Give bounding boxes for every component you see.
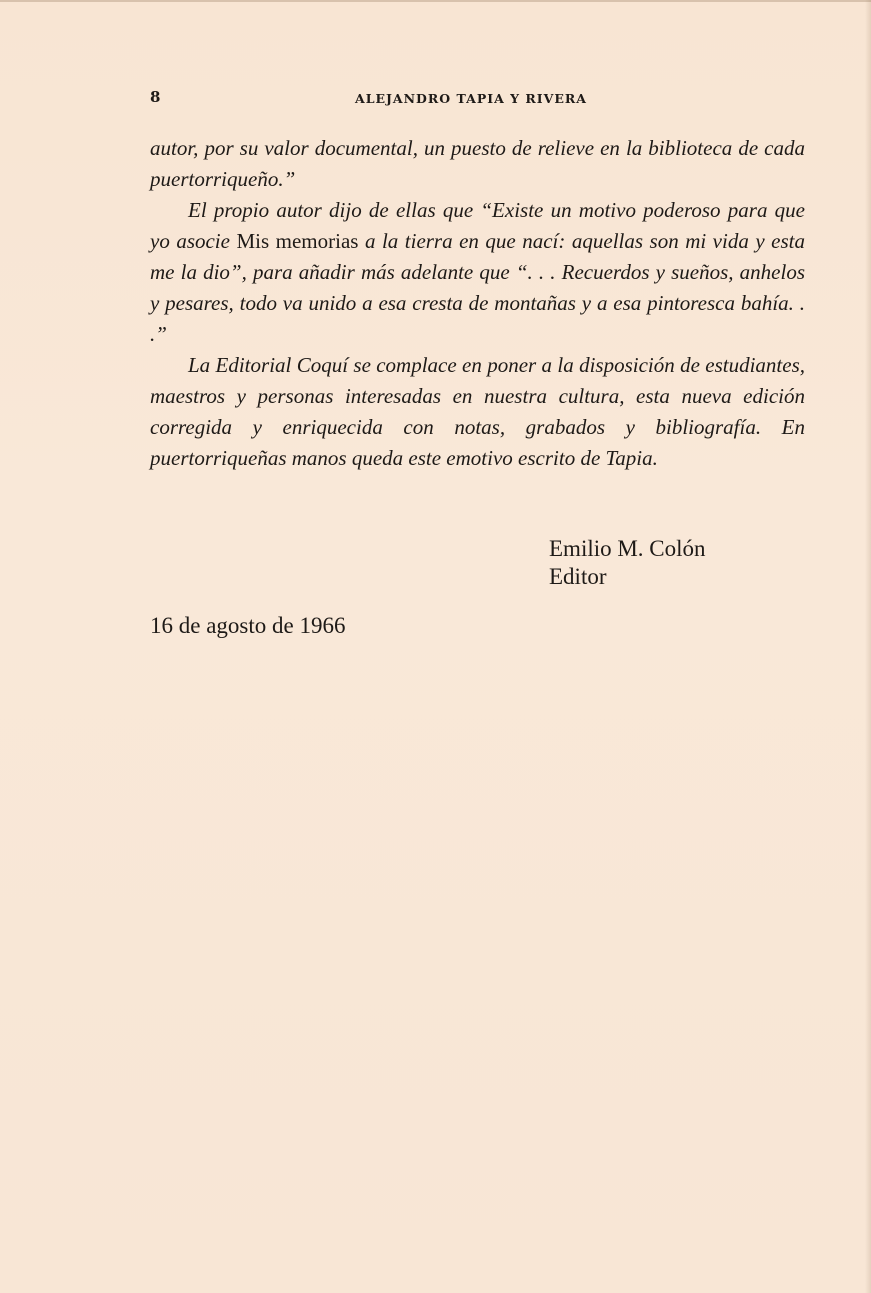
signature-role: Editor [549, 564, 607, 589]
page-top-edge [0, 0, 871, 2]
paragraph-3: La Editorial Coquí se complace en poner a la disposición de estudiantes, maestros y personas interesadas en nuestra cultura, esta nueva edición corregida y enriquecida con notas, grabados y bibliografía. En puertorriqueñas manos queda este emotivo escrito de Tapia. [150, 353, 805, 470]
paragraph-1: autor, por su valor documental, un puesto de relieve en la biblioteca de cada puertorriqueño.” [150, 136, 805, 191]
date-line: 16 de agosto de 1966 [150, 613, 346, 638]
running-head [150, 88, 805, 110]
book-title-mis-memorias: Mis memorias [236, 229, 359, 253]
paragraph-2 [150, 195, 805, 350]
page-number: 8 [150, 88, 161, 106]
running-title: ALEJANDRO TAPIA Y RIVERA [355, 91, 587, 106]
body-text [150, 133, 805, 474]
paragraph-2-part-c: a la tierra en que nací: aquellas son mi vida y esta me la dio”, para añadir más adelante que “. . . Recuerdos y sueños, anhelos y pesares, todo va unido a esa cresta de montañas y a esa pintoresca bahía. . .” [150, 229, 805, 346]
signature-name: Emilio M. Colón [549, 536, 706, 561]
signature-block [549, 535, 706, 591]
page-right-edge [865, 0, 871, 1293]
paragraph-2-part-a: El propio autor dijo de ellas que “Existe un motivo poderoso para que yo asocie [150, 198, 805, 253]
